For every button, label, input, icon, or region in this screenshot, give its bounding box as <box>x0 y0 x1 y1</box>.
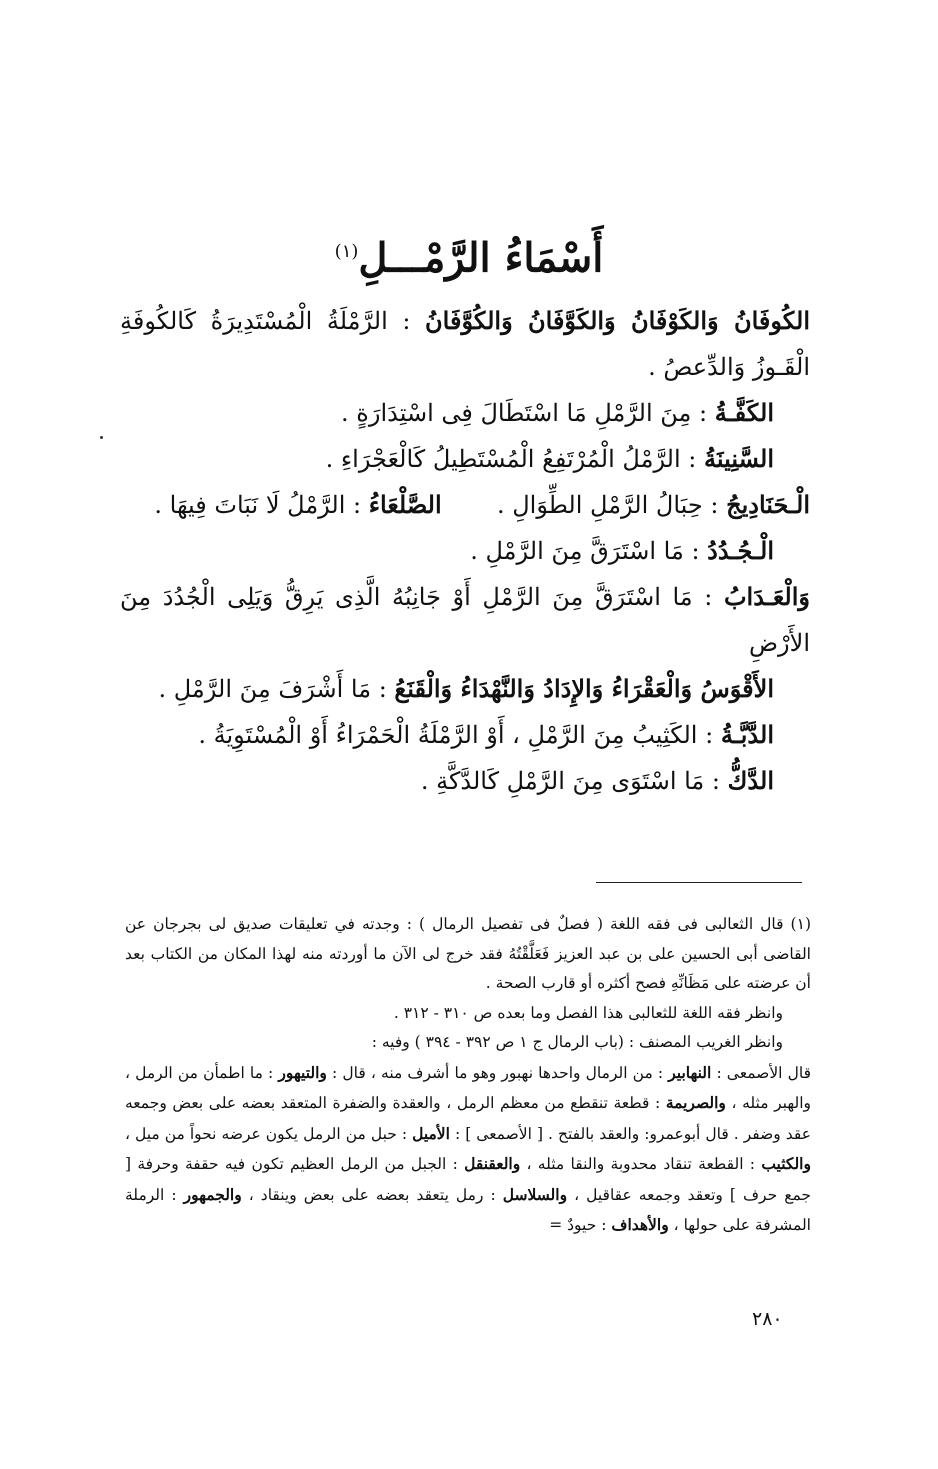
bold-term: النهابير <box>668 1062 712 1082</box>
entry-term: السَّنِينَةُ <box>704 444 774 473</box>
entry-sanina <box>120 436 810 482</box>
entry-definition: : مَا اسْتَرَقَّ مِنَ الرَّمْلِ . <box>470 537 700 565</box>
footnote-divider <box>596 882 802 883</box>
entry-term: الدَّكُّ <box>727 766 774 795</box>
entry-definition-secondary: : الرَّمْلُ لَا نَبَاتَ فِيهَا . <box>154 491 362 519</box>
entry-definition: : الكَثِيبُ مِنَ الرَّمْلِ ، أَوْ الرَّمْلَةُ الْحَمْرَاءُ أَوْ الْمُسْتَوِيَةُ . <box>198 721 714 749</box>
bold-term: والتيهور <box>278 1062 327 1082</box>
footnote-1: (١) قال الثعالبى فى فقه اللغة ( فصلٌ فى تفصيل الرمال ) : وجدته في تعليقات صديق لى بجرجان عن القاضى أبى الحسين على بن عبد العزيز فَعَلَّقْتُهُ فقد خرج لى الآن ما أوردته منه لهذا المكان من الكتاب بعد أن عرضته على مَظَانِّهِ فصح أكثره أو قارب الصحة . <box>125 915 811 992</box>
entry-aqwas <box>120 666 810 712</box>
entry-definition: : مَا اسْتَرَقَّ مِنَ الرَّمْلِ أَوْ جَانِبُهُ الَّذِى يَرِقُّ وَيَلِى الْجُدُدَ مِنَ الأَرْضِ <box>120 583 810 657</box>
footnote-reference-fiqh: وانظر فقه اللغة للثعالبى هذا الفصل وما بعده ص ٣١٠ - ٣١٢ . <box>393 1003 783 1022</box>
bold-term: والكثيب <box>761 1154 811 1173</box>
entry-term: الْـحَنَادِيجُ <box>726 490 810 519</box>
entry-adab <box>120 574 810 666</box>
footnotes <box>125 910 811 1241</box>
entry-kufan <box>120 298 810 390</box>
entry-term: الدَّبَّـةُ <box>720 720 774 749</box>
entry-definition: : مَا أَشْرَفَ مِنَ الرَّمْلِ . <box>158 675 387 703</box>
entry-definition: : حِبَالُ الرَّمْلِ الطِّوَالِ . <box>496 491 719 519</box>
entry-term-secondary: الصَّلْعَاءُ <box>368 490 442 519</box>
bold-term: والعقنقل <box>464 1154 521 1173</box>
bold-term: الأميل <box>412 1123 450 1143</box>
entry-kaffa <box>120 390 810 436</box>
footnote-reference: (١) <box>334 241 359 262</box>
footnote-reference-gharib: وانظر الغريب المصنف : (باب الرمال ج ١ ص ٣٩٢ - ٣٩٤ ) وفيه : <box>371 1033 783 1051</box>
footnote-asmai-quote: قال الأصمعى : النهابير : من الرمال واحدها نهبور وهو ما أشرف منه ، قال : والتيهور : ما اطمأن من الرمل ، والهبر مثله ، والصريمة : قطعة تنقطع من معظم الرمل ، والعقدة والضفرة المتعقد بعضه على بعض وجمعه عقد وضفر . قال أبوعمرو: والعقد بالفتح . [ الأصمعى ] : الأميل : حبل من الرمل يكون عرضه نحواً من ميل ، والكثيب : القطعة تنقاد محدوبة والنقا مثله ، والعقنقل : الجبل من الرمل العظيم تكون فيه حقفة وحرفة [ جمع حرف ] وتعقد وجمعه عقاقيل ، والسلاسل : رمل يتعقد بعضه على بعض وينقاد ، والجمهور : الرملة المشرفة على حولها ، والأهداف : حيودٌ = <box>125 1062 811 1234</box>
entry-dakk <box>120 758 810 804</box>
title-text: أَسْمَاءُ الرَّمْـــلِ <box>358 234 604 282</box>
entry-term: الأَقْوَسُ وَالْعَقْرَاءُ وَالإِدَادُ وَالنَّهْدَاءُ وَالْقَنَعُ <box>394 674 774 703</box>
entry-term: وَالْعَـدَابُ <box>723 582 810 611</box>
page-title <box>0 222 938 288</box>
bold-term: والسلاسل <box>502 1184 568 1204</box>
entry-dabba <box>120 712 810 758</box>
entry-definition: : الرَّمْلُ الْمُرْتَفِعُ الْمُسْتَطِيلُ كَالْعَجْرَاءِ . <box>325 445 697 473</box>
bold-term: والأهداف <box>611 1215 669 1234</box>
entry-hanadij <box>120 482 810 528</box>
entry-term: الكُوفَانُ وَالكَوْفَانُ وَالكَوَّفَانُ وَالكُوَّفَانُ <box>425 306 810 335</box>
entries-list <box>120 298 810 804</box>
bold-term: والصريمة <box>665 1093 726 1112</box>
entry-definition: : الرَّمْلَةُ الْمُسْتَدِيرَةُ كَالكُوفَةِ الْقَـوزُ وَالدِّعصُ . <box>120 307 810 381</box>
entry-judud <box>120 528 810 574</box>
scan-speck <box>100 436 103 439</box>
entry-term: الكَفَّـةُ <box>714 398 774 427</box>
bold-term: والجمهور <box>183 1184 242 1204</box>
entry-definition: : مَا اسْتَوَى مِنَ الرَّمْلِ كَالدَّكَّةِ . <box>420 767 720 795</box>
page-number: ٢٨٠ <box>752 1308 783 1330</box>
entry-definition: : مِنَ الرَّمْلِ مَا اسْتَطَالَ فِى اسْتِدَارَةٍ . <box>341 399 708 427</box>
entry-term: الْـجُـدُدُ <box>707 536 774 565</box>
